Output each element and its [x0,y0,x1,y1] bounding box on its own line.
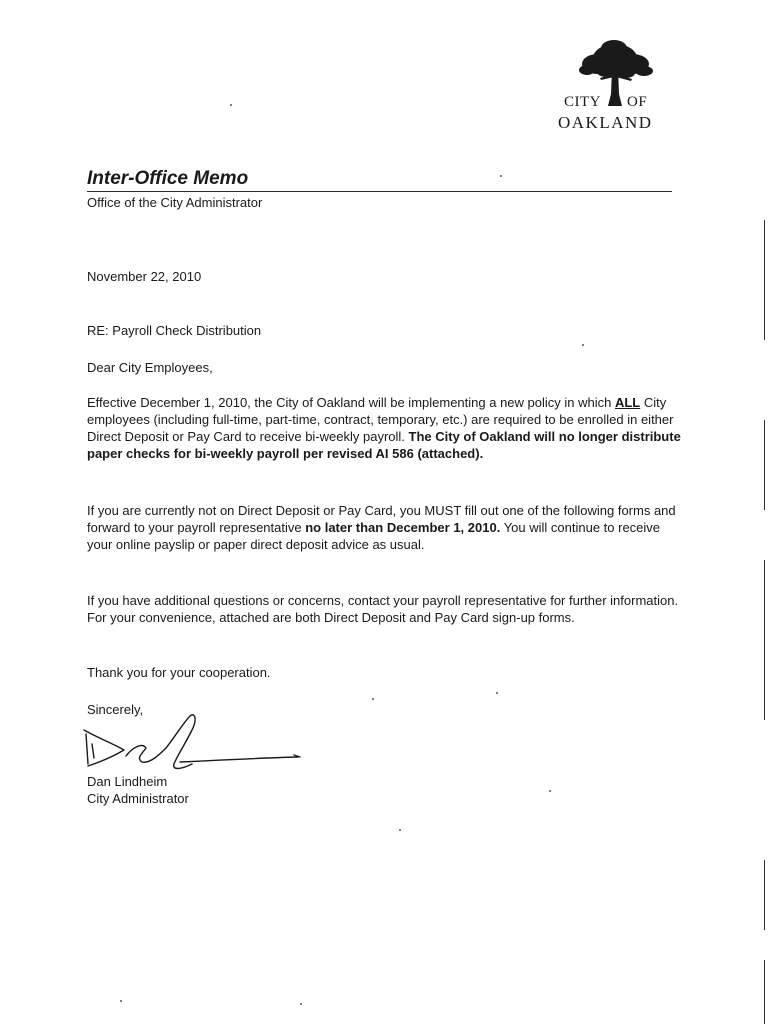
scan-speck [399,829,401,831]
header-divider [87,191,672,192]
paragraph-policy [87,394,687,462]
memo-title: Inter-Office Memo [87,168,249,189]
memo-office: Office of the City Administrator [87,195,263,210]
policy-text-1: Effective December 1, 2010, the City of Oakland will be implementing a new policy in which [87,395,615,410]
policy-text-2: City employees (including full-time, part-time, contract, temporary, etc.) are required to be enrolled in either Direct Deposit or Pay Card to receive bi-weekly payroll. [87,395,674,444]
scan-edge-mark [764,860,765,930]
scan-speck [372,698,374,700]
handwritten-signature [80,708,310,780]
scan-speck [120,1000,122,1002]
thanks-line: Thank you for your cooperation. [87,665,271,680]
policy-bold-statement: The City of Oakland will no longer distribute paper checks for bi-weekly payroll per revised AI 586 (attached). [87,429,681,461]
signer-title: City Administrator [87,791,189,806]
scan-speck [496,692,498,694]
scan-speck [230,104,232,106]
paragraph-instructions [87,502,687,553]
logo-city-text: CITY [564,94,601,110]
city-of-oakland-logo [552,38,682,138]
logo-oakland-text: OAKLAND [558,113,653,132]
scan-speck [549,790,551,792]
salutation: Dear City Employees, [87,360,213,375]
deadline-bold: no later than December 1, 2010. [305,520,501,535]
instructions-text-2: You will continue to receive your online payslip or paper direct deposit advice as usual. [87,520,661,552]
memo-subject: RE: Payroll Check Distribution [87,323,262,338]
scan-speck [300,1003,302,1005]
closing-line: Sincerely, [87,702,144,717]
scan-edge-mark [764,560,765,720]
scan-edge-mark [764,420,765,510]
memo-date: November 22, 2010 [87,269,202,284]
scan-edge-mark [764,960,765,1024]
logo-of-text: OF [627,94,648,110]
signer-name: Dan Lindheim [87,774,168,789]
scan-edge-mark [764,220,765,340]
instructions-text-1: If you are currently not on Direct Deposit or Pay Card, you MUST fill out one of the following forms and forward to your payroll representative [87,503,676,535]
scan-speck [582,344,584,346]
paragraph-contact: If you have additional questions or concerns, contact your payroll representative for further information. For your convenience, attached are both Direct Deposit and Pay Card sign-up forms. [87,593,679,625]
scan-speck [500,175,502,177]
policy-all-emphasis: ALL [614,395,641,410]
